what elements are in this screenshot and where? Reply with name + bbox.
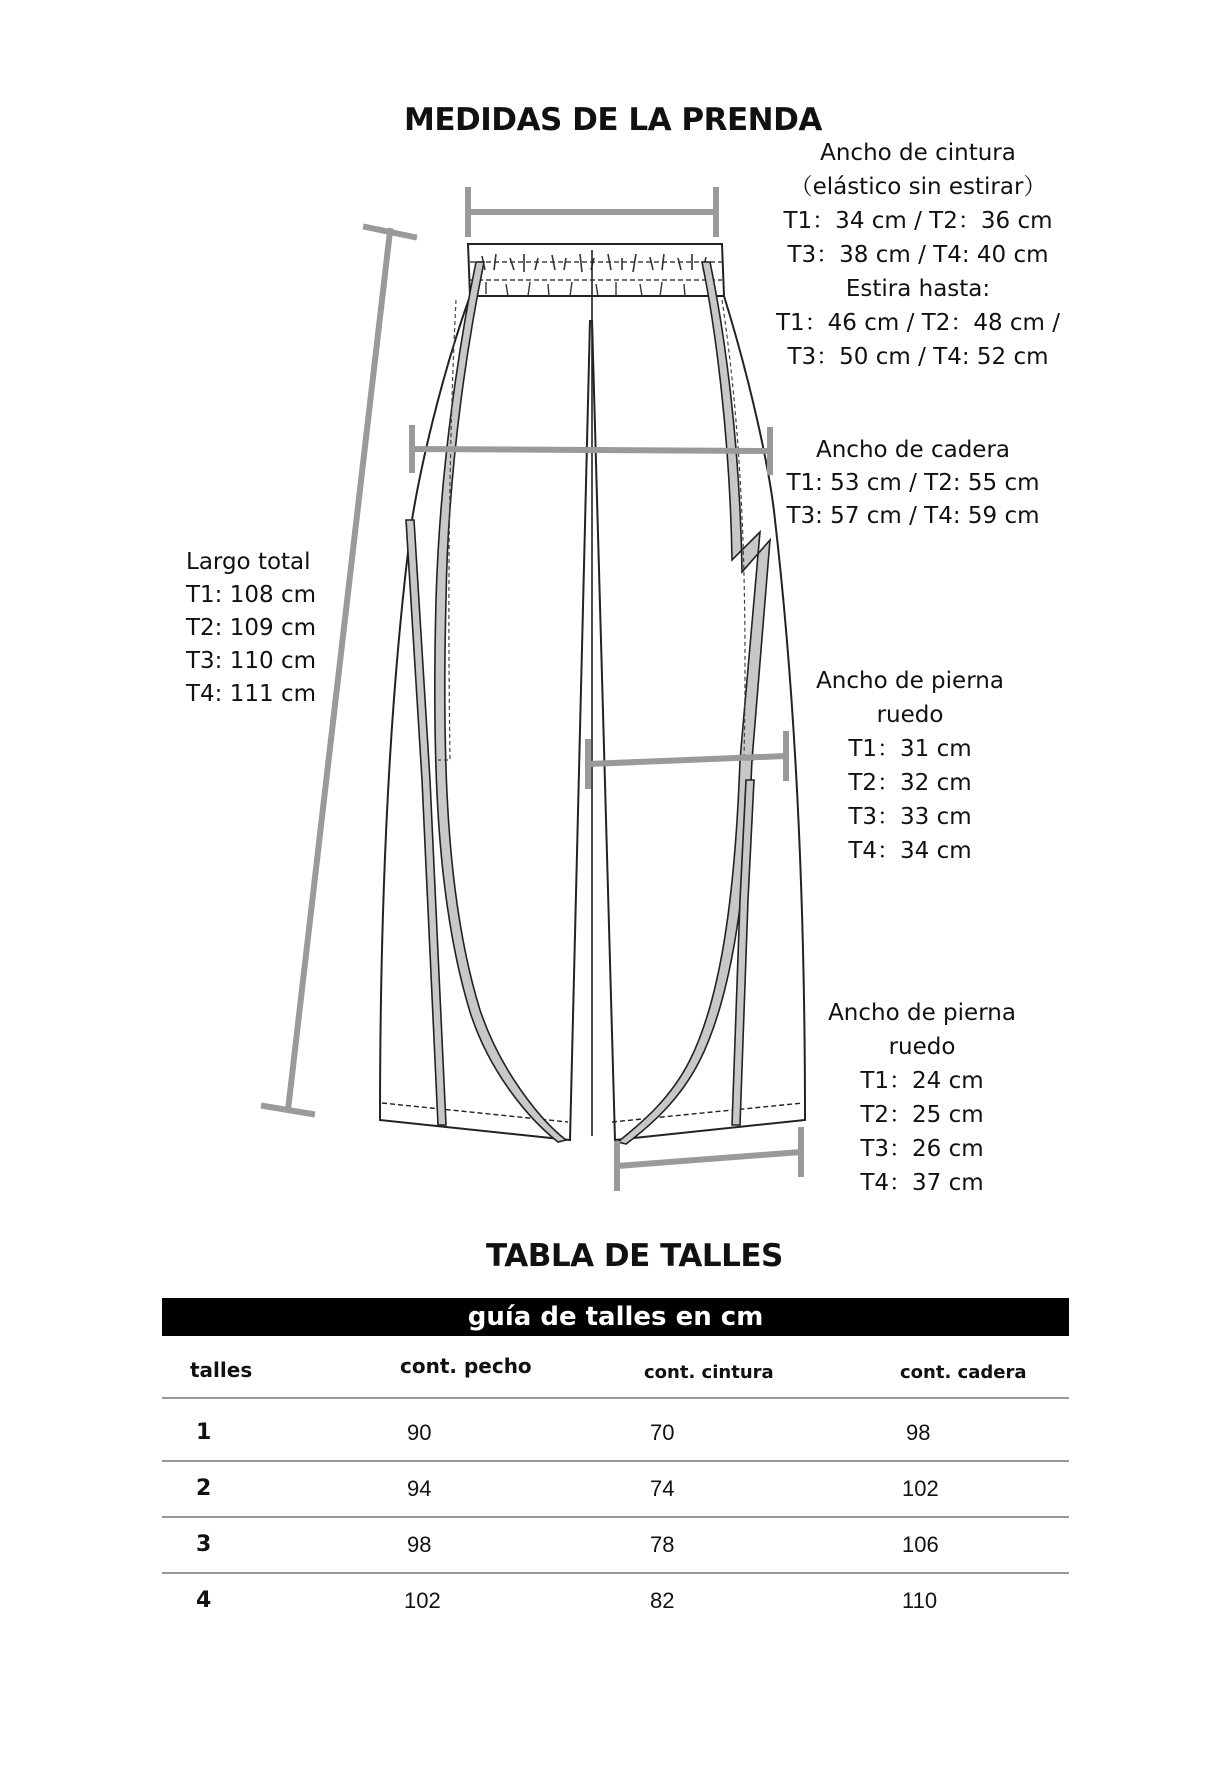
row-3-talle: 3 (196, 1532, 212, 1557)
header-cont-cintura: cont. cintura (644, 1362, 774, 1383)
size-table-title: TABLA DE TALLES (486, 1238, 783, 1274)
length-line-2: T1: 108 cm (186, 582, 317, 608)
waist-line-4: T3：38 cm / T4: 40 cm (787, 242, 1049, 268)
hem-width-measure-label (812, 996, 1032, 1200)
length-line-4: T3: 110 cm (186, 648, 317, 674)
row-1-talle: 1 (196, 1420, 212, 1445)
row-4-pecho: 102 (404, 1588, 441, 1613)
table-row-divider (162, 1516, 1069, 1518)
leg-line-3: T1：31 cm (848, 736, 972, 762)
left-leg-outline (380, 296, 590, 1140)
waist-line-6: T1：46 cm / T2：48 cm / (775, 310, 1061, 336)
hip-measure-line (412, 428, 770, 472)
row-2-cadera: 102 (902, 1476, 939, 1501)
leg-width-measure-label (800, 664, 1020, 868)
row-2-cintura: 74 (650, 1476, 675, 1501)
row-1-pecho: 90 (407, 1420, 432, 1445)
row-1-cadera: 98 (906, 1420, 931, 1445)
header-cont-cadera: cont. cadera (900, 1362, 1027, 1383)
row-4-cadera: 110 (902, 1588, 938, 1613)
size-table-band: guía de talles en cm (162, 1298, 1069, 1336)
hem-line-3: T1：24 cm (860, 1068, 984, 1094)
waist-line-3: T1：34 cm / T2：36 cm (783, 208, 1053, 234)
leg-line-1: Ancho de pierna (816, 668, 1004, 694)
hem-line-4: T2：25 cm (860, 1102, 984, 1128)
leg-width-measure-line (588, 734, 786, 786)
hem-line-5: T3：26 cm (860, 1136, 984, 1162)
row-1-cintura: 70 (650, 1420, 675, 1445)
garment-title: MEDIDAS DE LA PRENDA (404, 102, 822, 138)
length-line-5: T4: 111 cm (186, 681, 317, 707)
leg-line-6: T4：34 cm (848, 838, 972, 864)
row-2-pecho: 94 (407, 1476, 432, 1501)
table-header-divider (162, 1397, 1069, 1399)
length-measure-label (186, 546, 316, 711)
waist-line-1: Ancho de cintura (820, 140, 1016, 166)
row-4-cintura: 82 (650, 1588, 675, 1613)
hem-line-1: Ancho de pierna (828, 1000, 1016, 1026)
leg-line-2: ruedo (876, 702, 944, 728)
waist-line-5: Estira hasta: (845, 276, 991, 302)
hem-width-measure-line (617, 1130, 801, 1188)
row-2-talle: 2 (196, 1476, 212, 1501)
row-3-cintura: 78 (650, 1532, 675, 1557)
hip-line-2: T1: 53 cm / T2: 55 cm (786, 470, 1040, 496)
table-row-divider (162, 1460, 1069, 1462)
header-cont-pecho: cont. pecho (400, 1354, 532, 1378)
hem-line-2: ruedo (888, 1034, 956, 1060)
leg-line-4: T2：32 cm (848, 770, 972, 796)
waist-line-7: T3：50 cm / T4: 52 cm (787, 344, 1049, 370)
row-4-talle: 4 (196, 1588, 212, 1613)
header-talles: talles (190, 1358, 253, 1382)
hip-line-3: T3: 57 cm / T4: 59 cm (786, 503, 1040, 529)
waist-line-2: （elástico sin estirar） (789, 174, 1047, 200)
row-3-pecho: 98 (407, 1532, 432, 1557)
row-3-cadera: 106 (902, 1532, 939, 1557)
hem-line-6: T4：37 cm (860, 1170, 984, 1196)
waist-measure-label (748, 136, 1088, 374)
right-leg-outline (592, 296, 805, 1140)
waist-measure-line (468, 190, 716, 234)
leg-line-5: T3：33 cm (848, 804, 972, 830)
hip-measure-label (778, 434, 1048, 533)
length-line-3: T2: 109 cm (186, 615, 317, 641)
length-line-1: Largo total (186, 549, 311, 575)
table-row-divider (162, 1572, 1069, 1574)
hip-line-1: Ancho de cadera (815, 437, 1011, 463)
